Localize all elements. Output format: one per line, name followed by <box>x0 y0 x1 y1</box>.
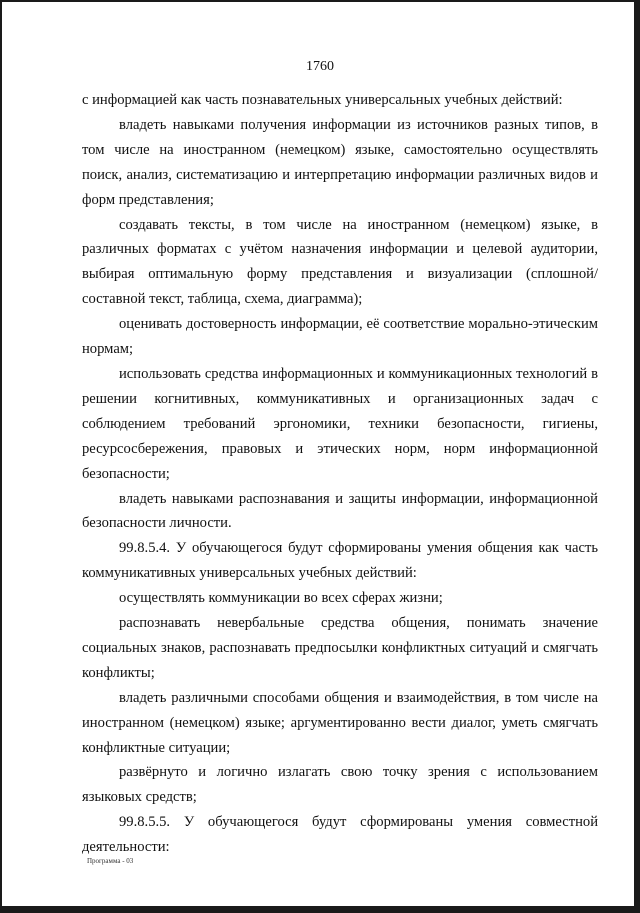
paragraph-6: владеть навыками распознавания и защиты информации, информационной безопасности личности. <box>82 490 598 532</box>
paragraph-10: владеть различными способами общения и взаимодействия, в том числе на иностранном (немецком) языке; аргументированно вести диалог, уметь смягчать конфликтные ситуации; <box>82 689 598 756</box>
paragraph-8: осуществлять коммуникации во всех сферах жизни; <box>119 590 443 607</box>
paragraph-1: с информацией как часть познавательных универсальных учебных действий: <box>82 92 563 108</box>
paragraph-11: развёрнуто и логично излагать свою точку зрения с использованием языковых средств; <box>82 764 598 806</box>
footer-label: Программа - 03 <box>87 857 134 865</box>
paragraph-7: 99.8.5.4. У обучающегося будут сформированы умения общения как часть коммуникативных универсальных учебных действий: <box>82 540 598 582</box>
paragraph-12: 99.8.5.5. У обучающегося будут сформированы умения совместной деятельности: <box>82 814 598 856</box>
paragraph-4: оценивать достоверность информации, её соответствие морально-этическим нормам; <box>82 316 598 358</box>
paragraph-5: использовать средства информационных и коммуникационных технологий в решении когнитивных, коммуникативных и организационных задач с соблюдением требований эргономики, техники безопасности, гигиены, ресурсосбережения, правовых и этических норм, норм информационной безопасности; <box>82 365 598 482</box>
paragraph-2: владеть навыками получения информации из источников разных типов, в том числе на иностранном (немецком) языке, самостоятельно осуществлять поиск, анализ, систематизацию и интерпретацию информации различных видов и форм представления; <box>82 116 598 208</box>
document-body <box>82 88 598 860</box>
paragraph-3: создавать тексты, в том числе на иностранном (немецком) языке, в различных форматах с учётом назначения информации и целевой аудитории, выбирая оптимальную форму представления и визуализации (сплошной/составной текст, таблица, схема, диаграмма); <box>82 216 598 308</box>
page-number: 1760 <box>306 59 334 74</box>
paragraph-9: распознавать невербальные средства общения, понимать значение социальных знаков, распознавать предпосылки конфликтных ситуаций и смягчать конфликты; <box>82 615 598 681</box>
